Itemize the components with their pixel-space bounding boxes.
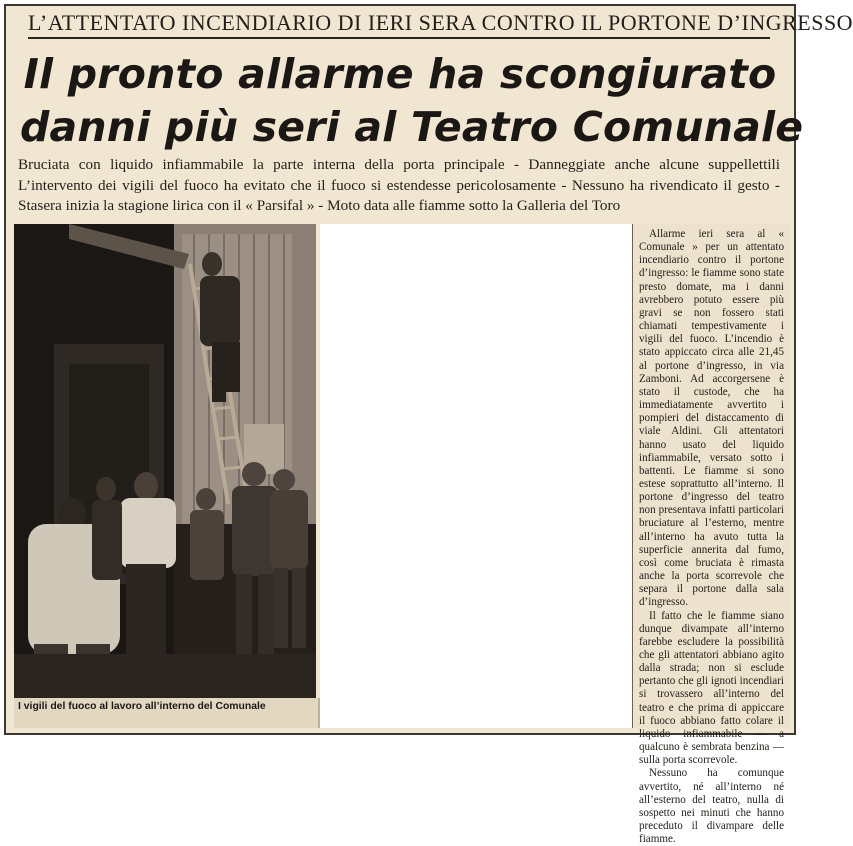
firefighters-photo-illustration [14, 224, 316, 698]
body-paragraph: Allarme ieri sera al « Comunale » per un attentato incendiario contro il portone d’ingresso: le fiamme sono state presto domate, ma i danni avrebbero potuto essere più gravi se non fossero stati chiamati tempestivamente i vigili del fuoco. L’incendio è stato appiccato circa alle 21,45 al portone d’ingresso, in via Zamboni. Ad accorgersene è stato il custode, che ha immediatamente avvertito i pompieri del distaccamento di viale Aldini. Gli attentatori hanno usato del liquido infiammabile, versato sotto i battenti. Le fiamme si sono estese soprattutto all’interno. Il portone d’ingresso del teatro non presentava infatti particolari bruciature al l’esterno, mentre all’interno ha avuto tutta la superficie annerita dal fumo, così come bruciata è rimasta anche la porta scorrevole che separa il portone dalla sala d’ingresso. [639, 228, 784, 609]
article-body [632, 224, 790, 846]
news-photo [14, 224, 316, 698]
headline-line-2: danni più seri al Teatro Comunale [20, 103, 804, 151]
photo-caption: I vigili del fuoco al lavoro all’interno del Comunale [14, 698, 320, 728]
blank-area [320, 224, 632, 728]
body-paragraph: Nessuno ha comunque avvertito, né all’interno né all’esterno del teatro, nulla di sospetto nei minuti che hanno preceduto il divampare delle fiamme. [639, 767, 784, 846]
subheadline: Bruciata con liquido infiammabile la parte interna della porta principale - Danneggiate anche alcune suppellettili L’intervento dei vigili del fuoco ha evitato che il fuoco si estendesse pericolosamente - Nessuno ha rivendicato il gesto - Stasera inizia la stagione lirica con il « Parsifal » - Moto data alle fiamme sotto la Galleria del Toro [18, 156, 780, 214]
headline-line-1: Il pronto allarme ha scongiurato [23, 50, 777, 98]
kicker-line: L’ATTENTATO INCENDIARIO DI IERI SERA CONTRO IL PORTONE D’INGRESSO [28, 7, 770, 39]
body-paragraph: Il fatto che le fiamme siano dunque divampate all’interno farebbe escludere la possibilità che gli attentatori abbiano agito dalla strada; non si esclude pertanto che gli ignoti incendiari si trovassero all’interno del teatro e che prima di appiccare il fuoco abbiano fatto colare il liquido infiammabile — a qualcuno è sembrata benzina — sulla porta scorrevole. [639, 609, 784, 767]
